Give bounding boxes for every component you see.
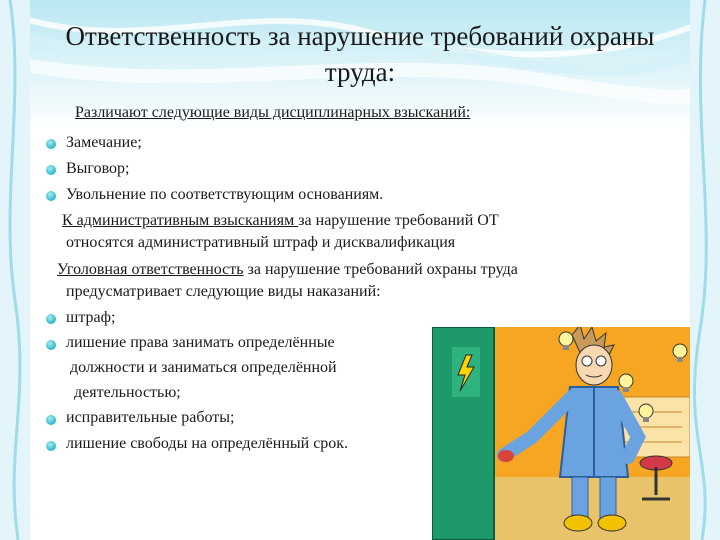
bullet-icon [46, 415, 56, 425]
administrative-heading: К административным взысканиям [62, 212, 299, 229]
criminal-text: за нарушение требований охраны труда [243, 261, 518, 278]
bullet-icon [46, 165, 56, 175]
criminal-paragraph [57, 261, 518, 279]
intro-text [75, 104, 470, 122]
intro-label: Различают следующие виды дисциплинарных взысканий: [75, 104, 471, 121]
administrative-paragraph-line-2: относятся административный штраф и дисквалификация [66, 234, 456, 251]
list-item: Увольнение по соответствующим основаниям. [66, 186, 384, 203]
administrative-text: за нарушение требований ОТ [298, 212, 499, 229]
list-item: лишение права занимать определённые [66, 334, 335, 351]
title-line-2: труда: [324, 57, 396, 87]
electric-shock-illustration [432, 327, 690, 540]
bullet-icon [46, 139, 56, 149]
list-item: штраф; [66, 309, 116, 326]
title-line-1: Ответственность за нарушение требований охраны [65, 21, 655, 51]
administrative-paragraph [62, 212, 499, 230]
slide-title [40, 18, 680, 90]
criminal-heading: Уголовная ответственность [57, 261, 244, 278]
list-item: Выговор; [66, 160, 130, 177]
decorative-right-border [690, 0, 720, 540]
criminal-paragraph-line-2: предусматривает следующие виды наказаний: [66, 283, 381, 300]
bullet-icon [46, 340, 56, 350]
decorative-left-border [0, 0, 30, 540]
bullet-icon [46, 314, 56, 324]
list-item: лишение свободы на определённый срок. [66, 435, 349, 452]
list-item: исправительные работы; [66, 409, 235, 426]
list-item-continuation: деятельностью; [74, 384, 181, 401]
bullet-icon [46, 441, 56, 451]
bullet-icon [46, 191, 56, 201]
list-item: Замечание; [66, 134, 142, 151]
list-item-continuation: должности и заниматься определённой [70, 359, 337, 376]
